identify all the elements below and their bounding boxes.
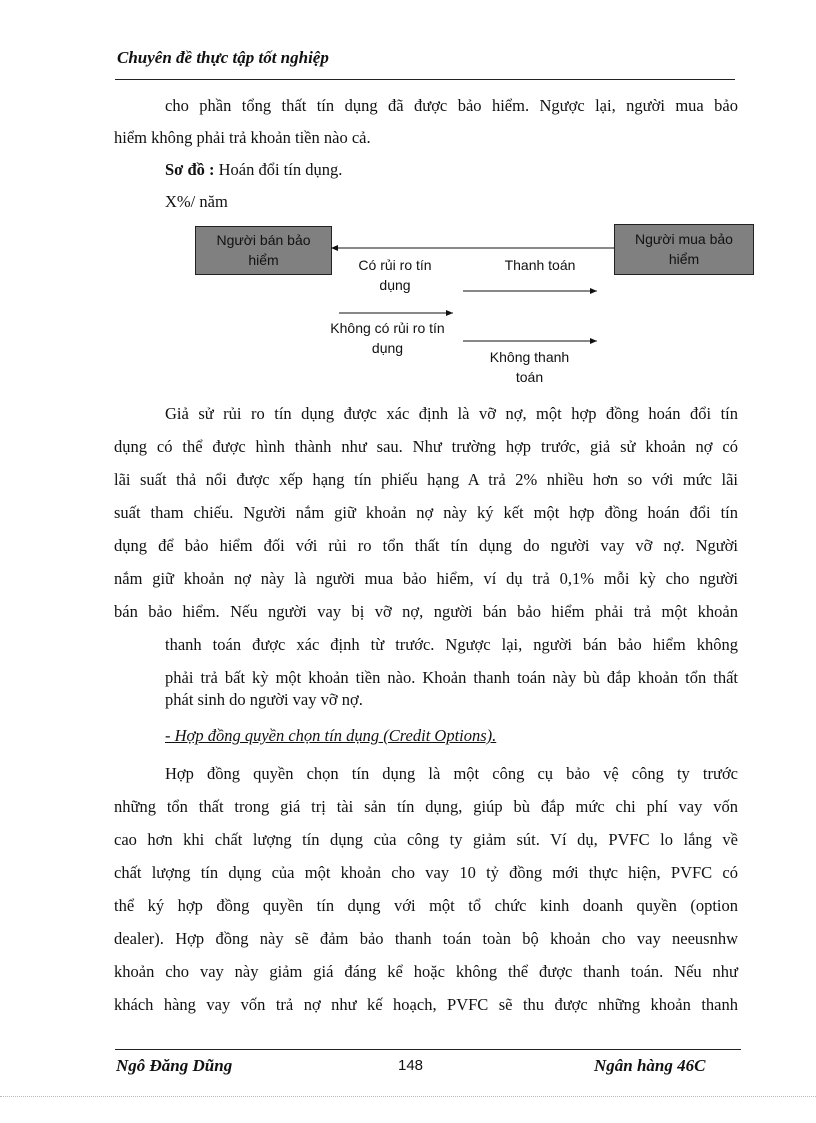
diagram-caption-name: Hoán đổi tín dụng. [218, 160, 343, 179]
page-bottom-border [0, 1096, 816, 1097]
label-no-payment: Không thanh toán [489, 349, 570, 385]
page-header-title: Chuyên đề thực tập tốt nghiệp [117, 48, 329, 67]
paragraph-1-line: dụng để bảo hiểm đối với rủi ro tổn thất tín dụng do người vay vỡ nợ. Người [114, 536, 738, 555]
paragraph-2-line: phải trả bất kỳ một khoản tiền nào. Khoản thanh toán này bù đắp khoản tổn thất [165, 668, 738, 687]
paragraph-1-line: dụng có thể được hình thành như sau. Như trường hợp trước, giả sử khoản nợ có [114, 437, 738, 456]
paragraph-1-line: suất tham chiếu. Người nắm giữ khoản nợ này ký kết một hợp đồng hoán đổi tín [114, 503, 738, 522]
paragraph-1-line: bán bảo hiểm. Nếu người vay bị vỡ nợ, người bán bảo hiểm phải trả một khoản [114, 602, 738, 621]
paragraph-3-line: thể ký hợp đồng quyền tín dụng với một tổ chức kinh doanh quyền (option [114, 896, 738, 915]
paragraph-3-line: khoản cho vay này giảm giá đáng kể hoặc không thể được thanh toán. Nếu như [114, 962, 738, 981]
rate-label: X%/ năm [165, 192, 228, 211]
diagram-caption-label: Sơ đồ : [165, 160, 215, 179]
label-no-risk: Không có rủi ro tín dụng [330, 320, 445, 356]
buyer-box-label: Người mua bảo hiểm [635, 231, 733, 267]
label-payment: Thanh toán [504, 257, 576, 273]
section-heading: - Hợp đồng quyền chọn tín dụng (Credit Options). [165, 726, 497, 745]
paragraph-1-line: nắm giữ khoản nợ này là người mua bảo hiểm, ví dụ trả 0,1% mỗi kỳ cho người [114, 569, 738, 588]
label-with-risk: Có rủi ro tín dụng [358, 257, 432, 293]
footer-author: Ngô Đăng Dũng [116, 1056, 233, 1075]
paragraph-1-line: Giả sử rủi ro tín dụng được xác định là vỡ nợ, một hợp đồng hoán đổi tín [165, 404, 738, 423]
paragraph-2-line: phát sinh do người vay vỡ nợ. [165, 690, 363, 709]
intro-line-2: hiểm không phải trả khoản tiền nào cả. [114, 128, 371, 147]
paragraph-3-line: những tổn thất trong giá trị tài sản tín dụng, giúp bù đắp mức chi phí vay vốn [114, 797, 738, 816]
paragraph-1-line: lãi suất thả nổi được xếp hạng tín phiếu hạng A trả 2% nhiều hơn so với mức lãi [114, 470, 738, 489]
paragraph-3-line: cao hơn khi chất lượng tín dụng của công ty giảm sút. Ví dụ, PVFC lo lắng về [114, 830, 738, 849]
paragraph-3-line: khách hàng vay vốn trả nợ như kế hoạch, PVFC sẽ thu được những khoản thanh [114, 995, 738, 1014]
footer-rule [115, 1049, 741, 1050]
paragraph-3-line: Hợp đồng quyền chọn tín dụng là một công cụ bảo vệ công ty trước [165, 764, 738, 783]
footer-class: Ngân hàng 46C [594, 1056, 706, 1075]
page-number: 148 [398, 1057, 424, 1074]
paragraph-2-line: thanh toán được xác định từ trước. Ngược lại, người bán bảo hiểm không [165, 635, 738, 654]
paragraph-3-line: chất lượng tín dụng của một khoản cho vay 10 tỷ đồng mới thực hiện, PVFC có [114, 863, 738, 882]
paragraph-3-line: dealer). Hợp đồng này sẽ đảm bảo thanh toán toàn bộ khoản cho vay neeusnhw [114, 929, 738, 948]
intro-line-1: cho phần tổng thất tín dụng đã được bảo hiểm. Ngược lại, người mua bảo [165, 96, 738, 115]
seller-box-label: Người bán bảo hiểm [216, 232, 311, 268]
